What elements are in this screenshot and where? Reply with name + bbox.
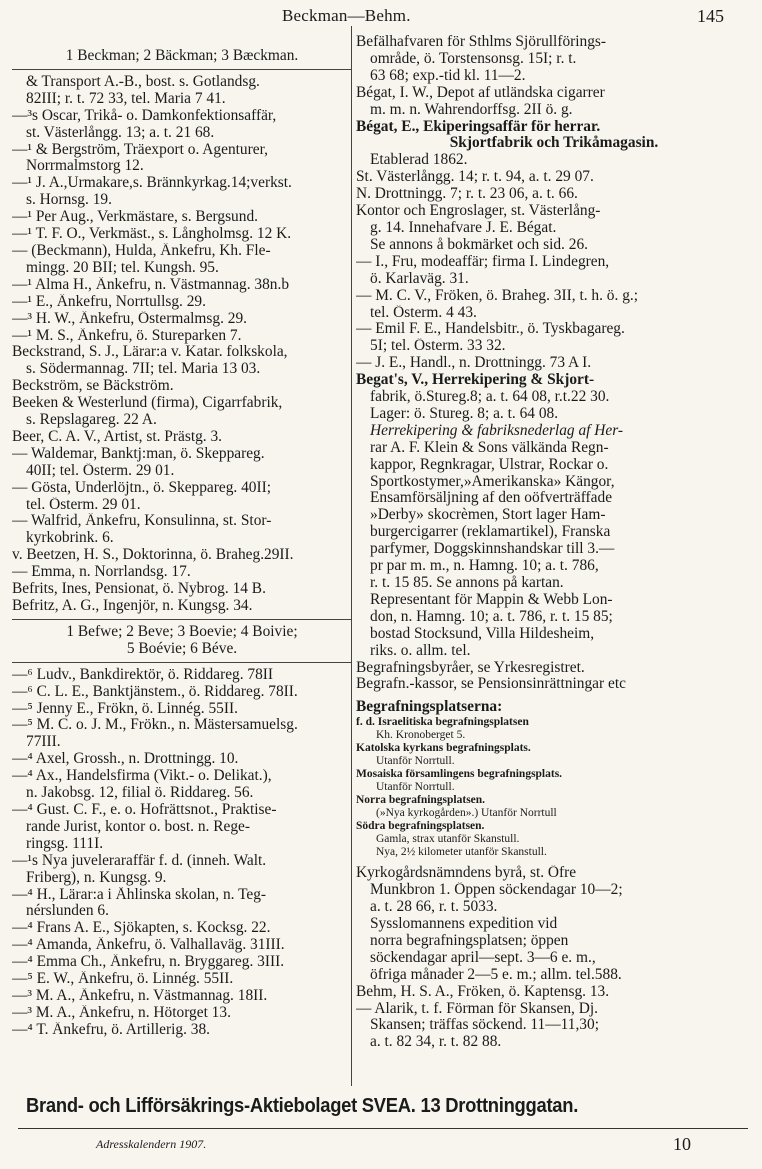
directory-entry-line: —⁴ T. Änkefru, ö. Artillerig. 38.	[12, 1021, 211, 1038]
directory-entry-line: —⁶ C. L. E., Banktjänstem., ö. Riddareg. 78II.	[12, 683, 298, 700]
directory-entry-line: a. t. 82 34, r. t. 82 88.	[370, 1034, 502, 1051]
directory-entry-line: Norra begrafningsplatsen.	[356, 794, 486, 807]
section-divider	[12, 619, 352, 620]
directory-entry-line: rande Jurist, kontor o. bost. n. Rege-	[26, 818, 250, 835]
directory-entry-line: s. Hornsg. 19.	[26, 192, 112, 209]
directory-entry-line: g. 14. Innehafvare J. E. Bégat.	[370, 219, 557, 236]
directory-entry-line: pr par m. m., n. Hamng. 10; a. t. 786,	[370, 558, 599, 575]
directory-entry-line: Kyrkogårdsnämndens byrå, st. Öfre	[356, 865, 577, 882]
directory-entry-line: —⁴ Axel, Grossh., n. Drottningg. 10.	[12, 751, 239, 768]
directory-entry-line: (»Nya kyrkogården».) Utanför Norrtull	[376, 807, 557, 820]
directory-entry-line: — Alarik, t. f. Förman för Skansen, Dj.	[356, 1000, 598, 1017]
directory-entry-line: 40II; tel. Österm. 29 01.	[26, 462, 175, 479]
directory-entry-line: 82III; r. t. 72 33, tel. Maria 7 41.	[26, 90, 226, 107]
directory-entry-line: — J. E., Handl., n. Drottningg. 73 A I.	[356, 355, 592, 372]
directory-entry-line: Norrmalmstorg 12.	[26, 158, 144, 175]
directory-entry-line: f. d. Israelitiska begrafningsplatsen	[356, 716, 529, 729]
directory-entry-line: Gamla, strax utanför Skanstull.	[376, 833, 520, 846]
directory-entry-line: Kontor och Engroslager, st. Västerlång-	[356, 203, 601, 220]
directory-entry-line: —⁴ Frans A. E., Sjökapten, s. Kocksg. 22.	[12, 920, 271, 937]
directory-entry-line: —³ H. W., Änkefru, Östermalmsg. 29.	[12, 310, 248, 327]
directory-entry-line: söckendagar april—sept. 3—6 e. m.,	[370, 949, 596, 966]
directory-entry-line: —⁵ E. W., Änkefru, ö. Linnég. 55II.	[12, 971, 234, 988]
directory-entry-line: Beckstrand, S. J., Lärar:a v. Katar. folkskola,	[12, 344, 288, 361]
footer-divider	[18, 1128, 748, 1129]
directory-entry-line: —¹ Per Aug., Verkmästare, s. Bergsund.	[12, 209, 258, 226]
directory-entry-line: tel. Österm. 29 01.	[26, 496, 141, 513]
directory-entry-line: —⁶ Ludv., Bankdirektör, ö. Riddareg. 78II	[12, 666, 274, 683]
directory-entry-line: n. Jakobsg. 12, filial ö. Riddareg. 56.	[26, 785, 254, 802]
directory-entry-line: — Emil F. E., Handelsbitr., ö. Tyskbagareg.	[356, 321, 625, 338]
directory-entry-line: Befritz, A. G., Ingenjör, n. Kungsg. 34.	[12, 598, 253, 614]
directory-entry-line: tel. Österm. 4 43.	[370, 304, 477, 321]
running-title: Beckman—Behm.	[282, 6, 411, 25]
insurance-banner: Brand- och Lifförsäkrings-Aktiebolaget SVEA. 13 Drottninggatan.	[26, 1095, 579, 1117]
directory-entry-line: ö. Karlaväg. 31.	[370, 270, 469, 287]
directory-entry-line: Utanför Norrtull.	[376, 755, 455, 768]
directory-entry-line: kyrkobrink. 6.	[26, 530, 114, 547]
directory-entry-line: Utanför Norrtull.	[376, 781, 455, 794]
directory-entry-line: — I., Fru, modeaffär; firma I. Lindegren,	[356, 253, 610, 270]
directory-entry-line: Herrekipering & fabriksnederlag af Her-	[370, 422, 624, 439]
directory-entry-line: ringsg. 111I.	[26, 835, 104, 852]
directory-entry-line: Etablerad 1862.	[370, 152, 468, 169]
directory-entry-line: —⁴ Emma Ch., Änkefru, n. Bryggareg. 3III.	[12, 954, 285, 971]
directory-entry-line: fabrik, ö.Stureg.8; a. t. 64 08, r.t.22 30.	[370, 389, 610, 406]
directory-entry-line: —⁴ Ax., Handelsfirma (Vikt.- o. Delikat.),	[12, 768, 272, 785]
directory-entry-line: Mosaiska församlingens begrafningsplats.	[356, 768, 563, 781]
directory-entry-line: rar A. F. Klein & Sons välkända Regn-	[370, 439, 609, 456]
directory-entry-line: Skansen; träffas söckend. 11—11,30;	[370, 1017, 599, 1034]
directory-entry-line: — Gösta, Underlöjtn., ö. Skeppareg. 40II;	[12, 479, 272, 496]
directory-entry-line: Munkbron 1. Öppen söckendagar 10—2;	[370, 882, 623, 899]
directory-entry-line: Begrafn.-kassor, se Pensionsinrättningar etc	[356, 676, 626, 693]
directory-entry-line: — Walfrid, Änkefru, Konsulinna, st. Stor-	[12, 513, 272, 530]
directory-entry-line: —⁵ Jenny E., Frökn, ö. Linnég. 55II.	[12, 700, 238, 717]
directory-entry-line: —¹ & Bergström, Träexport o. Agenturer,	[12, 141, 268, 158]
directory-entry-line: Skjortfabrik och Trikåmagasin.	[449, 135, 659, 152]
footer-sheet-number: 10	[673, 1134, 691, 1154]
right-column	[356, 34, 752, 1051]
section-divider	[12, 662, 352, 663]
directory-entry-line: Sysslomannens expedition vid	[370, 915, 558, 932]
directory-entry-line: bostad Stocksund, Villa Hildesheim,	[370, 625, 595, 642]
directory-entry-line: mingg. 20 BII; tel. Kungsh. 95.	[26, 259, 219, 276]
directory-entry-line: nérslunden 6.	[26, 903, 109, 920]
page-header	[0, 2, 762, 26]
footer-publication: Adresskalendern 1907.	[96, 1137, 207, 1151]
directory-entry-line: norra begrafningsplatsen; öppen	[370, 932, 569, 949]
section-divider	[12, 69, 352, 70]
directory-entry-line: Begrafningsbyråer, se Yrkesregistret.	[356, 659, 585, 676]
directory-entry-line: Begrafningsplatserna:	[356, 699, 503, 716]
directory-entry-line: Bégat, E., Ekiperingsaffär för herrar.	[356, 118, 601, 135]
directory-entry-line: riks. o. allm. tel.	[370, 642, 471, 659]
directory-entry-line: —⁴ Amanda, Änkefru, ö. Valhallaväg. 31III.	[12, 937, 285, 954]
directory-entry-line: —¹ J. A.,Urmakare,s. Brännkyrkag.14;verkst.	[12, 175, 292, 192]
directory-entry-line: öfriga månader 2—5 e. m.; allm. tel.588.	[370, 966, 622, 983]
directory-entry-line: m. m. n. Wahrendorffsg. 2II ö. g.	[370, 101, 573, 118]
directory-entry-line: — Waldemar, Banktj:man, ö. Skeppareg.	[12, 445, 265, 462]
directory-entry-line: —⁴ H., Lärar:a i Åhlinska skolan, n. Teg-	[12, 886, 267, 903]
directory-entry-line: Bégat, I. W., Depot af utländska cigarrer	[356, 84, 605, 101]
directory-entry-line: 1 Beckman; 2 Bäckman; 3 Bæckman.	[65, 48, 299, 64]
directory-entry-line: Södra begrafningsplatsen.	[356, 820, 485, 833]
directory-entry-line: Nya, 2½ kilometer utanför Skanstull.	[376, 846, 547, 859]
directory-entry-line: Befälhafvaren för Sthlms Sjörullförings-	[356, 34, 607, 50]
directory-entry-line: — (Beckmann), Hulda, Änkefru, Kh. Fle-	[12, 242, 271, 259]
directory-entry-line: Beckström, se Bäckström.	[12, 378, 174, 395]
directory-entry-line: — M. C. V., Fröken, ö. Braheg. 3II, t. h. ö. g.;	[356, 287, 639, 304]
directory-entry-line: —³s Oscar, Trikå- o. Damkonfektionsaffär,	[12, 107, 277, 124]
directory-entry-line: N. Drottningg. 7; r. t. 23 06, a. t. 66.	[356, 186, 578, 203]
directory-entry-line: Beeken & Westerlund (firma), Cigarrfabrik,	[12, 395, 283, 412]
directory-entry-line: —⁴ Gust. C. F., e. o. Hofrättsnot., Praktise-	[12, 801, 277, 818]
page-number: 145	[697, 6, 724, 26]
directory-entry-line: burgercigarrer (reklamartikel), Franska	[370, 524, 611, 541]
directory-entry-line: Representant för Mappin & Webb Lon-	[370, 591, 613, 608]
directory-entry-line: 63 68; exp.-tid kl. 11—2.	[370, 67, 526, 84]
directory-entry-line: —¹ Alma H., Änkefru, n. Västmannag. 38n.b	[12, 276, 290, 293]
directory-entry-line: Se annons å bokmärket och sid. 26.	[370, 236, 588, 253]
directory-entry-line: kappor, Regnkragar, Ulstrar, Rockar o.	[370, 456, 609, 473]
directory-entry-line: — Emma, n. Norrlandsg. 17.	[12, 564, 191, 581]
directory-entry-line: 1 Befwe; 2 Beve; 3 Boevie; 4 Boivie;	[66, 623, 298, 640]
directory-entry-line: —³ M. A., Änkefru, n. Hötorget 13.	[12, 1004, 231, 1021]
directory-entry-line: —⁵ M. C. o. J. M., Frökn., n. Mästersamuelsg.	[12, 717, 298, 734]
directory-entry-line: don, n. Hamng. 10; a. t. 786, r. t. 15 85;	[370, 608, 613, 625]
directory-entry-line: s. Repslagareg. 22 A.	[26, 412, 157, 429]
directory-entry-line: 77III.	[26, 734, 61, 751]
directory-entry-line: »Derby» skocrèmen, Stort lager Ham-	[370, 507, 606, 524]
directory-entry-line: St. Västerlångg. 14; r. t. 94, a. t. 29 07.	[356, 169, 594, 186]
directory-entry-line: s. Södermannag. 7II; tel. Maria 13 03.	[26, 361, 261, 378]
directory-entry-line: Lager: ö. Stureg. 8; a. t. 64 08.	[370, 405, 559, 422]
directory-entry-line: 5I; tel. Österm. 33 32.	[370, 338, 506, 355]
directory-entry-line: st. Västerlångg. 13; a. t. 21 68.	[26, 124, 215, 141]
directory-entry-line: Begat's, V., Herrekipering & Skjort-	[356, 372, 595, 389]
directory-entry-line: —¹ T. F. O., Verkmäst., s. Långholmsg. 12 K.	[12, 226, 292, 243]
directory-entry-line: —¹ M. S., Änkefru, ö. Stureparken 7.	[12, 327, 242, 344]
directory-entry-line: Behm, H. S. A., Fröken, ö. Kaptensg. 13.	[356, 983, 610, 1000]
directory-entry-line: Friberg), n. Kungsg. 9.	[26, 869, 167, 886]
directory-entry-line: & Transport A.-B., bost. s. Gotlandsg.	[26, 73, 260, 90]
left-column	[12, 48, 352, 1039]
directory-entry-line: Katolska kyrkans begrafningsplats.	[356, 742, 531, 755]
directory-entry-line: r. t. 15 85. Se annons på kartan.	[370, 575, 564, 591]
directory-entry-line: Kh. Kronoberget 5.	[376, 729, 466, 742]
directory-entry-line: 5 Boévie; 6 Béve.	[126, 640, 238, 657]
directory-entry-line: Ensamförsäljning af den oöfverträffade	[370, 490, 613, 507]
directory-entry-line: a. t. 28 66, r. t. 5033.	[370, 899, 498, 916]
directory-entry-line: parfymer, Doggskinnshandskar till 3.—	[370, 541, 615, 558]
directory-entry-line: Sportkostymer,»Amerikanska» Kängor,	[370, 473, 615, 490]
directory-entry-line: v. Beetzen, H. S., Doktorinna, ö. Braheg.29II.	[12, 547, 294, 564]
directory-entry-line: Befrits, Ines, Pensionat, ö. Nybrog. 14 B.	[12, 581, 266, 598]
directory-entry-line: —¹s Nya juveleraraffär f. d. (inneh. Walt.	[12, 852, 267, 869]
directory-entry-line: område, ö. Torstensonsg. 15I; r. t.	[370, 50, 577, 67]
directory-entry-line: Beer, C. A. V., Artist, st. Prästg. 3.	[12, 428, 223, 445]
directory-entry-line: —¹ E., Änkefru, Norrtullsg. 29.	[12, 293, 206, 310]
directory-entry-line: —³ M. A., Änkefru, n. Västmannag. 18II.	[12, 987, 268, 1004]
